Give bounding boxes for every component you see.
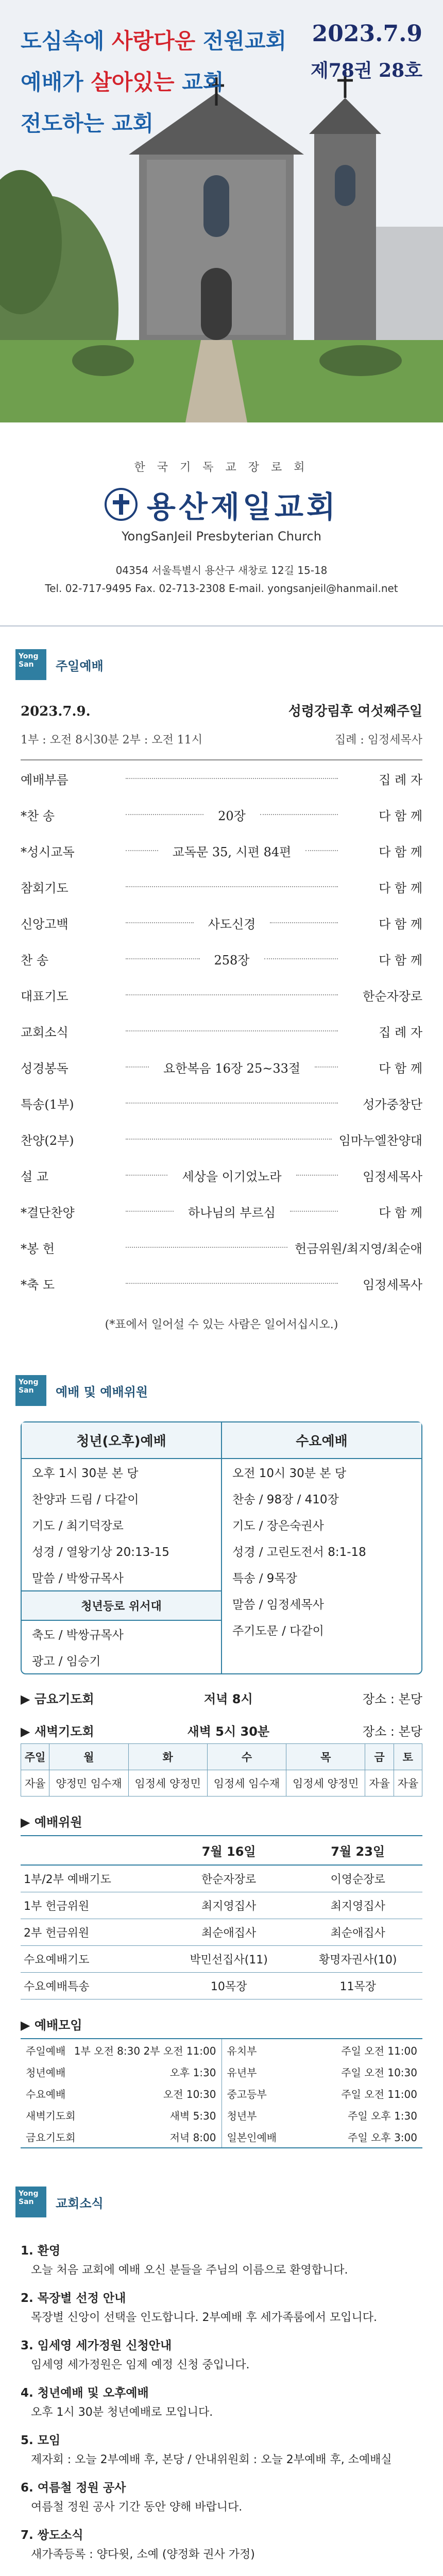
- worship-schedule: [0, 1416, 443, 2164]
- duty-cell: 최순애집사: [293, 1919, 422, 1946]
- meeting-row: [222, 2104, 423, 2126]
- news-heading: 1. 환영: [21, 2244, 61, 2258]
- service-item: 말씀 / 임정세목사: [232, 1598, 324, 1612]
- meeting-row: [21, 2104, 222, 2126]
- worship-order-item: [21, 1193, 422, 1229]
- service-item: 축도 / 박쌍규목사: [32, 1629, 124, 1642]
- duty-row: [21, 1919, 422, 1946]
- worship-item-detail: 세상을 이기었노라: [182, 1169, 282, 1184]
- dotted-leader: [126, 850, 158, 851]
- duty-cell: 이영순장로: [293, 1865, 422, 1892]
- meeting-row: [21, 2082, 222, 2104]
- news-body: 임세영 세가정원은 임제 예정 신청 중입니다.: [31, 2359, 250, 2371]
- duty-cell: 박민선집사(11): [164, 1946, 294, 1973]
- weekday-leader: 임정세 양정민: [128, 1770, 207, 1797]
- duty-header-cell: 7월 16일: [164, 1836, 294, 1865]
- worship-item-detail: 요한복음 16장 25~33절: [163, 1061, 301, 1076]
- worship-item-label: 예배부름: [21, 772, 69, 787]
- service-item: 기도 / 장은숙권사: [232, 1519, 324, 1533]
- worship-item-label: *성시교독: [21, 844, 75, 859]
- dotted-leader: [126, 778, 338, 779]
- meeting-label: 청년부: [227, 2109, 257, 2122]
- dotted-leader: [126, 886, 338, 887]
- worship-item-label: 참회기도: [21, 880, 69, 895]
- church-address: 04354 서울특별시 용산구 새창로 12길 15-18: [115, 564, 328, 577]
- worship-item-detail: 하나님의 부르심: [188, 1205, 276, 1220]
- meeting-label: 유년부: [227, 2066, 257, 2079]
- weekday-leader: 자율: [365, 1770, 394, 1797]
- weekday-leader: 임정세 임수재: [207, 1770, 286, 1797]
- worship-item-person: 집 례 자: [379, 772, 422, 787]
- worship-item-person: 다 함 께: [379, 808, 423, 823]
- meeting-label: 중고등부: [227, 2088, 267, 2100]
- service-item: 성경 / 열왕기상 20:13-15: [32, 1546, 169, 1559]
- worship-item-label: 교회소식: [21, 1025, 69, 1040]
- news-body: 오늘 처음 교회에 예배 오신 분들을 주님의 이름으로 환영합니다.: [31, 2264, 348, 2277]
- worship-note: (*표에서 일어설 수 있는 사람은 일어서십시오.): [105, 1318, 338, 1331]
- cover-date-block: [311, 21, 422, 82]
- dotted-leader: [264, 958, 338, 959]
- worship-order-item: [21, 905, 422, 941]
- worship-item-detail: 258장: [214, 953, 250, 968]
- worship-item-label: 찬 송: [21, 953, 48, 968]
- worship-item-person: 임정세목사: [363, 1277, 422, 1292]
- worship-item-person: 임마누엘찬양대: [338, 1133, 422, 1148]
- meeting-time: 주일 오전 10:30: [341, 2066, 417, 2079]
- worship-item-label: *찬 송: [21, 808, 55, 823]
- worship-leader: 집례 : 임정세목사: [334, 734, 422, 747]
- duty-cell: 수요예배특송: [21, 1973, 164, 1999]
- duty-cell: 10목장: [164, 1973, 294, 1999]
- church-contact: Tel. 02-717-9495 Fax. 02-713-2308 E-mail. yongsanjeil@hanmail.net: [45, 582, 398, 595]
- weekday-header: 주일: [21, 1744, 49, 1770]
- service-item: 찬송 / 98장 / 410장: [232, 1493, 339, 1506]
- meeting-row: [222, 2126, 423, 2147]
- worship-item-person: 다 함 께: [379, 953, 422, 968]
- dawn-prayer-table: [21, 1743, 422, 1797]
- dotted-leader: [126, 994, 338, 995]
- dotted-leader: [126, 1211, 174, 1212]
- service-item: 찬양과 드림 / 다같이: [32, 1493, 139, 1506]
- worship-order-item: [21, 796, 422, 833]
- weekday-header: 수: [207, 1744, 286, 1770]
- worship-order-item: [21, 1049, 422, 1085]
- service-item: 오전 10시 30분 본 당: [232, 1467, 347, 1480]
- cover-slogan: 도심속에 사랑다운 전원교회 예배가 살아있는 교회 전도하는 교회: [21, 28, 287, 136]
- worship-item-person: 집 례 자: [379, 1025, 422, 1040]
- cross-emblem-icon: [105, 488, 138, 521]
- duty-cell: 최순애집사: [164, 1919, 294, 1946]
- news-heading: 4. 청년예배 및 오후예배: [21, 2386, 149, 2400]
- news-body: 새가족등록 : 양다윗, 소예 (양정화 권사 가정): [31, 2548, 255, 2561]
- worship-item-person: 성가중창단: [363, 1097, 422, 1112]
- duty-cell: 최지영집사: [164, 1892, 294, 1919]
- dotted-leader: [126, 1066, 149, 1067]
- service-item: 특송 / 9목장: [232, 1572, 297, 1585]
- duty-cell: 최지영집사: [293, 1892, 422, 1919]
- worship-item-person: 다 함 께: [379, 1061, 422, 1076]
- service-boxes: [21, 1421, 422, 1674]
- worship-item-label: 신앙고백: [21, 917, 69, 931]
- meeting-time: 주일 오후 1:30: [348, 2109, 417, 2122]
- dotted-leader: [270, 922, 338, 923]
- meeting-label: 청년예배: [26, 2066, 66, 2079]
- weekday-leader: 자율: [394, 1770, 422, 1797]
- duty-header-row: [21, 1836, 422, 1865]
- weekday-header: 금: [365, 1744, 394, 1770]
- wed-service-head: 수요예배: [222, 1422, 421, 1459]
- service-item: 오후 1시 30분 본 당: [32, 1467, 139, 1480]
- worship-item-label: 찬양(2부): [21, 1133, 74, 1148]
- news-body: 목장별 신앙이 선택을 인도합니다. 2부예배 후 세가족룸에서 모입니다.: [31, 2311, 377, 2324]
- church-logo: [105, 483, 338, 526]
- worship-item-detail: 20장: [218, 808, 246, 823]
- meeting-label: 금요기도회: [26, 2131, 76, 2144]
- wed-service-column: [221, 1422, 421, 1673]
- issue-date: 2023.7.9: [312, 21, 422, 47]
- church-name-en: YongSanJeil Presbyterian Church: [122, 529, 321, 544]
- weekday-leader: 임정세 양정민: [286, 1770, 365, 1797]
- meeting-time: 주일 오전 11:00: [341, 2044, 417, 2057]
- duty-row: [21, 1946, 422, 1973]
- duty-row: [21, 1973, 422, 1999]
- meeting-row: [222, 2082, 423, 2104]
- worship-order-item: [21, 977, 422, 1013]
- worship-item-person: 한순자장로: [363, 989, 422, 1004]
- news-body: 오후 1시 30분 청년예배로 모입니다.: [31, 2406, 213, 2419]
- news-heading: 2. 목장별 선정 안내: [21, 2292, 126, 2305]
- worship-order-item: [21, 869, 422, 905]
- news-heading: 7. 쌍도소식: [21, 2529, 83, 2542]
- duty-header-cell: [21, 1836, 164, 1865]
- section-badge: Yong San: [15, 2187, 46, 2217]
- duty-cell: 1부 헌금위원: [21, 1892, 164, 1919]
- worship-item-label: 대표기도: [21, 989, 69, 1004]
- dotted-leader: [126, 1247, 287, 1248]
- duty-cell: 수요예배기도: [21, 1946, 164, 1973]
- meeting-row: [21, 2126, 222, 2147]
- worship-time: 1부 : 오전 8시30분 2부 : 오전 11시: [21, 734, 203, 747]
- service-item: 기도 / 최기덕장로: [32, 1519, 124, 1533]
- duty-row: [21, 1865, 422, 1892]
- news-body: 여름철 정원 공사 기간 동안 양해 바랍니다.: [31, 2501, 243, 2514]
- meeting-row: [21, 2061, 222, 2082]
- worship-order-list: [21, 760, 422, 1301]
- worship-order-item: [21, 1121, 422, 1157]
- duty-table: [21, 1835, 422, 1999]
- cover: [0, 0, 443, 422]
- worship-item-person: 다 함 께: [379, 1205, 423, 1220]
- dotted-leader: [315, 1066, 338, 1067]
- weekday-header: 월: [49, 1744, 128, 1770]
- worship-order-item: [21, 1229, 422, 1265]
- news-heading: 6. 여름철 정원 공사: [21, 2481, 126, 2495]
- section-badge: Yong San: [15, 649, 46, 680]
- meeting-time: 1부 오전 8:30 2부 오전 11:00: [74, 2044, 216, 2057]
- worship-item-label: 설 교: [21, 1169, 48, 1184]
- dotted-leader: [126, 1283, 338, 1284]
- dawn-prayer: ▶ 새벽기도회 새벽 5시 30분 장소 : 본당: [21, 1724, 422, 1739]
- meeting-board: [21, 2038, 422, 2148]
- church-header: [0, 422, 443, 626]
- meeting-label: 수요예배: [26, 2088, 66, 2100]
- section-head-schedule: [0, 1352, 443, 1416]
- section-title-schedule: 예배 및 예배위원: [56, 1384, 148, 1399]
- worship-item-label: *축 도: [21, 1277, 55, 1292]
- meeting-row: [222, 2039, 423, 2061]
- worship-order-item: [21, 1265, 422, 1301]
- worship-item-person: 임정세목사: [363, 1169, 423, 1184]
- weekday-header: 화: [128, 1744, 207, 1770]
- duty-title: ▶ 예배위원: [21, 1815, 82, 1829]
- weekday-header: 목: [286, 1744, 365, 1770]
- issue-number: 제78권 28호: [310, 60, 422, 81]
- worship-item-label: *결단찬양: [21, 1205, 75, 1220]
- duty-cell: 1부/2부 예배기도: [21, 1865, 164, 1892]
- section-badge: Yong San: [15, 1375, 46, 1406]
- section-head-worship: [0, 626, 443, 690]
- dotted-leader: [126, 1139, 332, 1140]
- worship-title: 성령강림후 여섯째주일: [288, 704, 422, 719]
- dotted-leader: [126, 958, 200, 959]
- friday-prayer: ▶ 금요기도회 저녁 8시 장소 : 본당: [21, 1692, 422, 1706]
- section-title-news: 교회소식: [56, 2196, 104, 2211]
- worship-item-person: 다 함 께: [379, 880, 422, 895]
- news-heading: 3. 임세영 세가정원 신청안내: [21, 2339, 172, 2352]
- dotted-leader: [290, 1211, 338, 1212]
- worship-order-item: [21, 760, 422, 796]
- service-item: 광고 / 임승기: [32, 1655, 101, 1668]
- worship-order-item: [21, 1157, 422, 1193]
- worship-order-item: [21, 1085, 422, 1121]
- worship-item-label: *봉 헌: [21, 1241, 55, 1256]
- service-item: 성경 / 고린도전서 8:1-18: [232, 1546, 366, 1559]
- church-news: [0, 2228, 443, 2576]
- meeting-time: 오전 10:30: [163, 2088, 216, 2100]
- duty-cell: 11목장: [293, 1973, 422, 1999]
- meeting-label: 유치부: [227, 2044, 257, 2057]
- news-heading: [21, 2573, 422, 2576]
- church-name: 용산제일교회: [146, 489, 339, 524]
- meeting-time: 저녁 8:00: [169, 2131, 216, 2144]
- section-head-news: [0, 2164, 443, 2228]
- duty-cell: 2부 헌금위원: [21, 1919, 164, 1946]
- weekday-leader: 자율: [21, 1770, 49, 1797]
- worship-order-item: [21, 941, 422, 977]
- meeting-time: 주일 오전 11:00: [341, 2088, 417, 2100]
- duty-cell: 한순자장로: [164, 1865, 294, 1892]
- meeting-row: [21, 2039, 222, 2061]
- dotted-leader: [126, 1175, 167, 1176]
- service-item: 말씀 / 박쌍규목사: [32, 1572, 124, 1585]
- meeting-row: [222, 2061, 423, 2082]
- meeting-label: 새벽기도회: [26, 2109, 76, 2122]
- worship-item-detail: 사도신경: [208, 917, 256, 931]
- youth-sub-head: 청년등로 위서대: [22, 1590, 221, 1621]
- meeting-label: 일본인예배: [227, 2131, 277, 2144]
- duty-row: [21, 1892, 422, 1919]
- order-of-worship: [0, 690, 443, 1352]
- worship-date: 2023.7.9.: [21, 704, 91, 719]
- board-title: ▶ 예배모임: [21, 2018, 82, 2032]
- meeting-time: 오후 1:30: [169, 2066, 216, 2079]
- worship-order-item: [21, 1013, 422, 1049]
- dotted-leader: [126, 922, 194, 923]
- dotted-leader: [305, 850, 338, 851]
- news-body: 제자회 : 오늘 2부예배 후, 본당 / 안내위원회 : 오늘 2부예배 후, 소예배실: [31, 2453, 392, 2466]
- meeting-time: 주일 오후 3:00: [348, 2131, 417, 2144]
- dotted-leader: [260, 814, 338, 815]
- service-item: 주기도문 / 다같이: [232, 1624, 324, 1638]
- denomination: 한 국 기 독 교 장 로 회: [134, 461, 309, 474]
- duty-cell: 황명자권사(10): [293, 1946, 422, 1973]
- dotted-leader: [126, 814, 203, 815]
- worship-order-item: [21, 833, 422, 869]
- section-title-worship: 주일예배: [56, 658, 104, 673]
- worship-item-label: 성경봉독: [21, 1061, 69, 1076]
- worship-item-person: 다 함 께: [379, 917, 422, 931]
- worship-item-person: 헌금위원/최지영/최순애: [294, 1241, 422, 1256]
- duty-header-cell: 7월 23일: [293, 1836, 422, 1865]
- dotted-leader: [126, 1030, 338, 1031]
- youth-service-column: [22, 1422, 221, 1673]
- dotted-leader: [296, 1175, 338, 1176]
- weekday-header: 토: [394, 1744, 422, 1770]
- dotted-leader: [126, 1103, 338, 1104]
- meeting-time: 새벽 5:30: [169, 2109, 216, 2122]
- worship-item-label: 특송(1부): [21, 1097, 74, 1112]
- weekday-leader: 양정민 임수재: [49, 1770, 128, 1797]
- youth-service-head: 청년(오후)예배: [22, 1422, 221, 1459]
- news-heading: 5. 모임: [21, 2434, 61, 2447]
- worship-item-detail: 교독문 35, 시편 84편: [172, 844, 292, 859]
- meeting-label: 주일예배: [26, 2044, 66, 2057]
- worship-item-person: 다 함 께: [379, 844, 423, 859]
